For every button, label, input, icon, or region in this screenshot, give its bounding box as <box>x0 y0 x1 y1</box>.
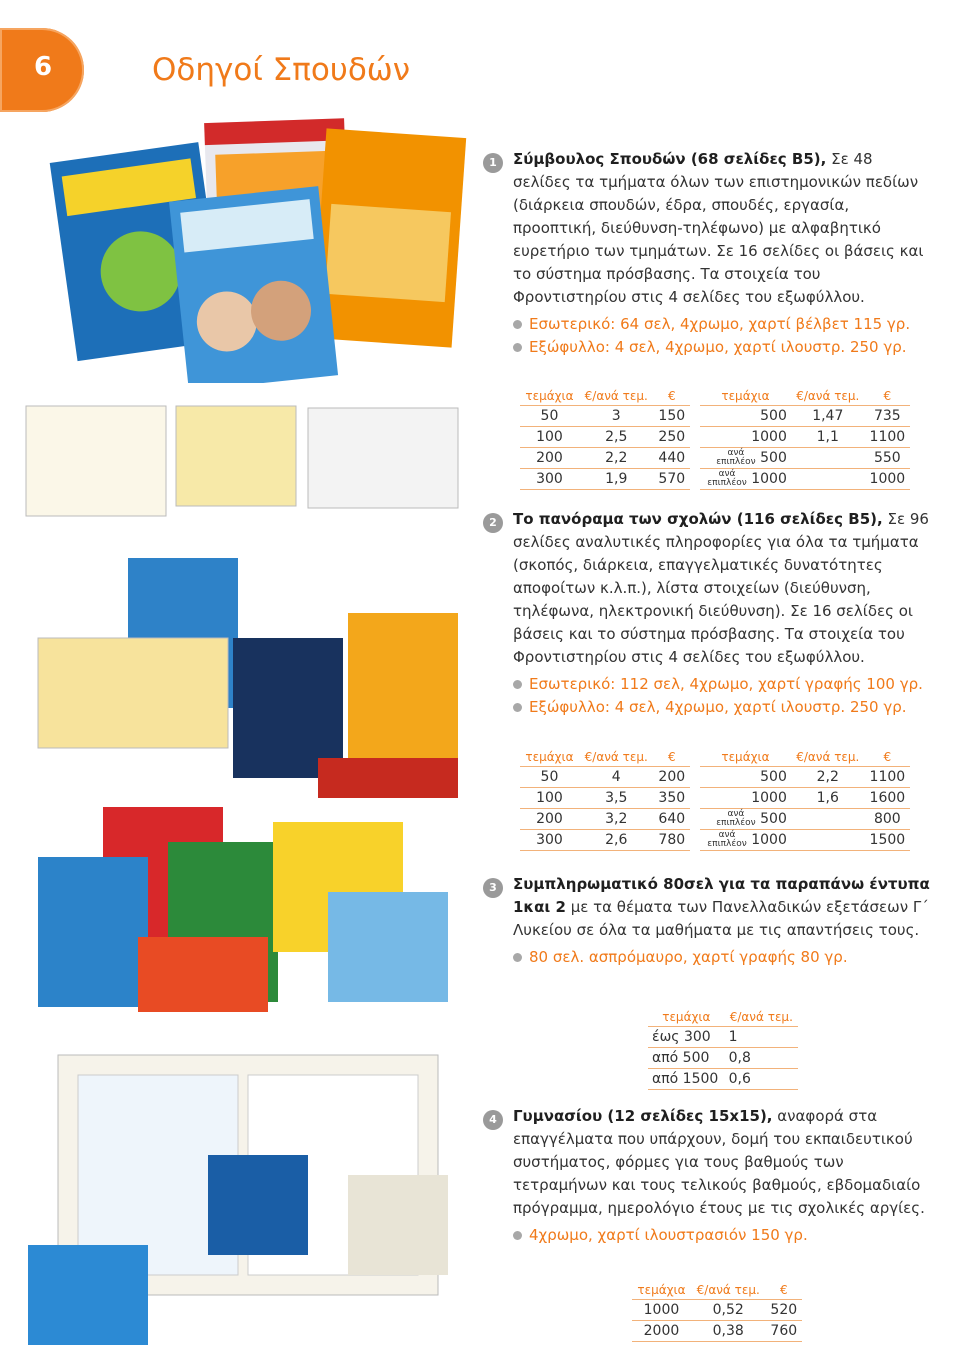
page-number-badge <box>0 28 84 112</box>
section-2-bullet-1: Εσωτερικό: 112 σελ, 4χρωμο, χαρτί γραφής 100 γρ. <box>529 675 923 693</box>
section-3-body: με τα θέματα των Πανελλαδικών εξετάσεων Γ΄ Λυκείου σε όλα τα μαθήματα με τις απαντήσεις τους. <box>513 898 929 939</box>
section-3-bullet-1: 80 σελ. ασπρόμαυρο, χαρτί γραφής 80 γρ. <box>529 948 848 966</box>
table-cell: 0,38 <box>691 1321 766 1342</box>
table-cell: 0,6 <box>725 1069 798 1090</box>
table-cell: 1,9 <box>579 469 654 490</box>
section-2-heading: Το πανόραμα των σχολών (116 σελίδες Β5), <box>513 510 883 528</box>
table-cell: 735 <box>865 406 910 427</box>
price-table-2a <box>520 748 690 851</box>
table-cell: 350 <box>654 788 690 809</box>
table-cell: 50 <box>520 406 579 427</box>
table-cell: 1600 <box>865 788 910 809</box>
table-cell: € <box>654 748 690 767</box>
section-4-body: αναφορά στα επαγγέλματα που υπάρχουν, δομή του εκπαιδευτικού συστήματος, φόρμες για τους βαθμούς των τετραμήνων και τους τελικούς βαθμούς, εβδομαδιαίο πρόγραμμα, ημερολόγιο έτους με τις σχολικές αργίες. <box>513 1107 925 1217</box>
table-row <box>700 448 910 469</box>
table-cell: από 500 <box>648 1048 725 1069</box>
section-1-bullet-2: Εξώφυλλο: 4 σελ, 4χρωμο, χαρτί ιλουστρ. 250 γρ. <box>529 338 907 356</box>
price-table-2b <box>700 748 910 851</box>
table-cell: 3 <box>579 406 654 427</box>
bullet-icon <box>513 1231 522 1240</box>
table-cell: τεμάχια <box>520 387 579 406</box>
table-cell: 500 <box>700 767 791 788</box>
table-row <box>700 767 910 788</box>
price-table-4 <box>632 1281 802 1342</box>
table-cell: 200 <box>520 448 579 469</box>
table-row <box>700 406 910 427</box>
table-cell: 1 <box>725 1027 798 1048</box>
bullet-icon <box>513 703 522 712</box>
table-cell: 1,6 <box>791 788 865 809</box>
table-row <box>520 448 690 469</box>
price-table-3 <box>648 1008 798 1090</box>
product-photo-supplements <box>18 802 468 1012</box>
table-cell: 550 <box>865 448 910 469</box>
section-3 <box>513 873 933 969</box>
section-4-heading: Γυμνασίου (12 σελίδες 15x15), <box>513 1107 773 1125</box>
table-cell: τεμάχια <box>700 748 791 767</box>
table-cell: ανά <box>718 469 736 479</box>
table-cell: ανά <box>718 830 736 840</box>
section-1-heading: Σύμβουλος Σπουδών (68 σελίδες Β5), <box>513 150 827 168</box>
table-cell: 100 <box>520 788 579 809</box>
table-cell: €/ανά τεμ. <box>579 748 654 767</box>
table-row <box>700 788 910 809</box>
table-cell: 1,1 <box>791 427 865 448</box>
table-row <box>700 427 910 448</box>
product-photo-panorama <box>18 398 468 798</box>
table-cell: €/ανά τεμ. <box>791 748 865 767</box>
table-row <box>632 1321 802 1342</box>
table-row <box>520 809 690 830</box>
table-row <box>648 1069 798 1090</box>
table-cell: 1100 <box>865 427 910 448</box>
price-table-1a <box>520 387 690 490</box>
table-cell: 500 <box>700 406 791 427</box>
table-cell: 760 <box>766 1321 802 1342</box>
table-cell: 3,2 <box>579 809 654 830</box>
table-cell: 3,5 <box>579 788 654 809</box>
table-cell: €/ανά τεμ. <box>791 387 865 406</box>
table-cell: τεμάχια <box>520 748 579 767</box>
table-cell: €/ανά τεμ. <box>579 387 654 406</box>
table-cell: 520 <box>766 1300 802 1321</box>
table-cell: 440 <box>654 448 690 469</box>
table-cell: ανά <box>727 809 745 819</box>
bullet-icon <box>513 680 522 689</box>
table-cell: € <box>865 387 910 406</box>
section-2 <box>513 508 933 719</box>
product-photo-study-guides <box>18 113 468 383</box>
table-cell: 1000 <box>751 832 787 848</box>
table-cell: 780 <box>654 830 690 851</box>
table-cell: 2,2 <box>579 448 654 469</box>
table-cell: € <box>654 387 690 406</box>
table-row <box>700 830 910 851</box>
table-cell: επιπλέον <box>716 818 756 828</box>
section-number-1: 1 <box>483 153 503 173</box>
table-cell: 150 <box>654 406 690 427</box>
section-2-bullet-2: Εξώφυλλο: 4 σελ, 4χρωμο, χαρτί ιλουστρ. 250 γρ. <box>529 698 907 716</box>
table-cell: 1000 <box>632 1300 691 1321</box>
table-row <box>520 406 690 427</box>
section-number-4: 4 <box>483 1110 503 1130</box>
table-cell: 200 <box>520 809 579 830</box>
table-cell: επιπλέον <box>707 839 747 849</box>
table-cell: 200 <box>654 767 690 788</box>
section-2-body: Σε 96 σελίδες αναλυτικές πληροφορίες για όλα τα τμήματα (σκοπός, διάρκεια, επαγγελματικές δυνατότητες αποφοίτων κ.λ.π.), λίστα στοιχείων (διεύθυνση, τηλέφωνα, ηλεκτρονική διεύθυνση). Σε 16 σελίδες οι βάσεις και το σύστημα πρόσβασης. Τα στοιχεία του Φροντιστηρίου στις 4 σελίδες του εξωφύλλου. <box>513 510 929 666</box>
bullet-icon <box>513 320 522 329</box>
section-3-heading: Συμπληρωματικό 80σελ για τα παραπάνω έντυπα 1και 2 <box>513 875 930 916</box>
table-row <box>648 1027 798 1048</box>
table-row <box>520 788 690 809</box>
table-cell: 2,2 <box>791 767 865 788</box>
table-cell: από 1500 <box>648 1069 725 1090</box>
table-cell: 1500 <box>865 830 910 851</box>
table-cell: 2,5 <box>579 427 654 448</box>
table-row <box>520 767 690 788</box>
section-1-body: Σε 48 σελίδες τα τμήματα όλων των επιστημονικών πεδίων (διάρκεια σπουδών, έδρα, σπουδές, εργασία, προοπτική, διεύθυνση-τηλέφωνο) με αλφαβητικό ευρετήριο των τμημάτων. Σε 16 σελίδες οι βάσεις και το σύστημα πρόσβασης. Τα στοιχεία του Φροντιστηρίου στις 4 σελίδες του εξωφύλλου. <box>513 150 924 306</box>
table-row <box>648 1048 798 1069</box>
page-number: 6 <box>34 52 53 82</box>
table-cell: 2,6 <box>579 830 654 851</box>
table-cell: €/ανά τεμ. <box>725 1008 798 1027</box>
table-cell: τεμάχια <box>700 387 791 406</box>
table-cell: 250 <box>654 427 690 448</box>
page-title: Οδηγοί Σπουδών <box>152 52 411 88</box>
table-cell: τεμάχια <box>632 1281 691 1300</box>
table-cell: έως 300 <box>648 1027 725 1048</box>
table-cell: 1000 <box>700 427 791 448</box>
table-cell: 640 <box>654 809 690 830</box>
table-cell: 1000 <box>865 469 910 490</box>
table-cell: 500 <box>760 450 787 466</box>
bullet-icon <box>513 953 522 962</box>
price-table-1b <box>700 387 910 490</box>
table-row <box>520 830 690 851</box>
table-cell: ανά <box>727 448 745 458</box>
table-cell: 570 <box>654 469 690 490</box>
table-row <box>700 469 910 490</box>
bullet-icon <box>513 343 522 352</box>
table-cell: 2000 <box>632 1321 691 1342</box>
table-cell: 500 <box>760 811 787 827</box>
table-cell: 100 <box>520 427 579 448</box>
table-row <box>632 1300 802 1321</box>
table-cell: 50 <box>520 767 579 788</box>
table-cell: 1000 <box>700 788 791 809</box>
table-cell: 300 <box>520 469 579 490</box>
table-row <box>520 427 690 448</box>
table-cell: 0,52 <box>691 1300 766 1321</box>
product-photo-gymnasium <box>18 1015 468 1355</box>
table-cell: 1100 <box>865 767 910 788</box>
table-cell: 1,47 <box>791 406 865 427</box>
table-cell: επιπλέον <box>707 478 747 488</box>
table-cell: 1000 <box>751 471 787 487</box>
table-row <box>700 809 910 830</box>
section-number-2: 2 <box>483 513 503 533</box>
table-cell: επιπλέον <box>716 457 756 467</box>
section-1 <box>513 148 933 359</box>
table-cell: 4 <box>579 767 654 788</box>
section-number-3: 3 <box>483 878 503 898</box>
table-cell: € <box>865 748 910 767</box>
table-cell: €/ανά τεμ. <box>691 1281 766 1300</box>
table-row <box>520 469 690 490</box>
table-cell: € <box>766 1281 802 1300</box>
section-4-bullet-1: 4χρωμο, χαρτί ιλουστρασιόν 150 γρ. <box>529 1226 808 1244</box>
section-1-bullet-1: Εσωτερικό: 64 σελ, 4χρωμο, χαρτί βέλβετ 115 γρ. <box>529 315 911 333</box>
table-cell: 0,8 <box>725 1048 798 1069</box>
section-4 <box>513 1105 933 1247</box>
table-cell: 800 <box>865 809 910 830</box>
table-cell: 300 <box>520 830 579 851</box>
table-cell: τεμάχια <box>648 1008 725 1027</box>
